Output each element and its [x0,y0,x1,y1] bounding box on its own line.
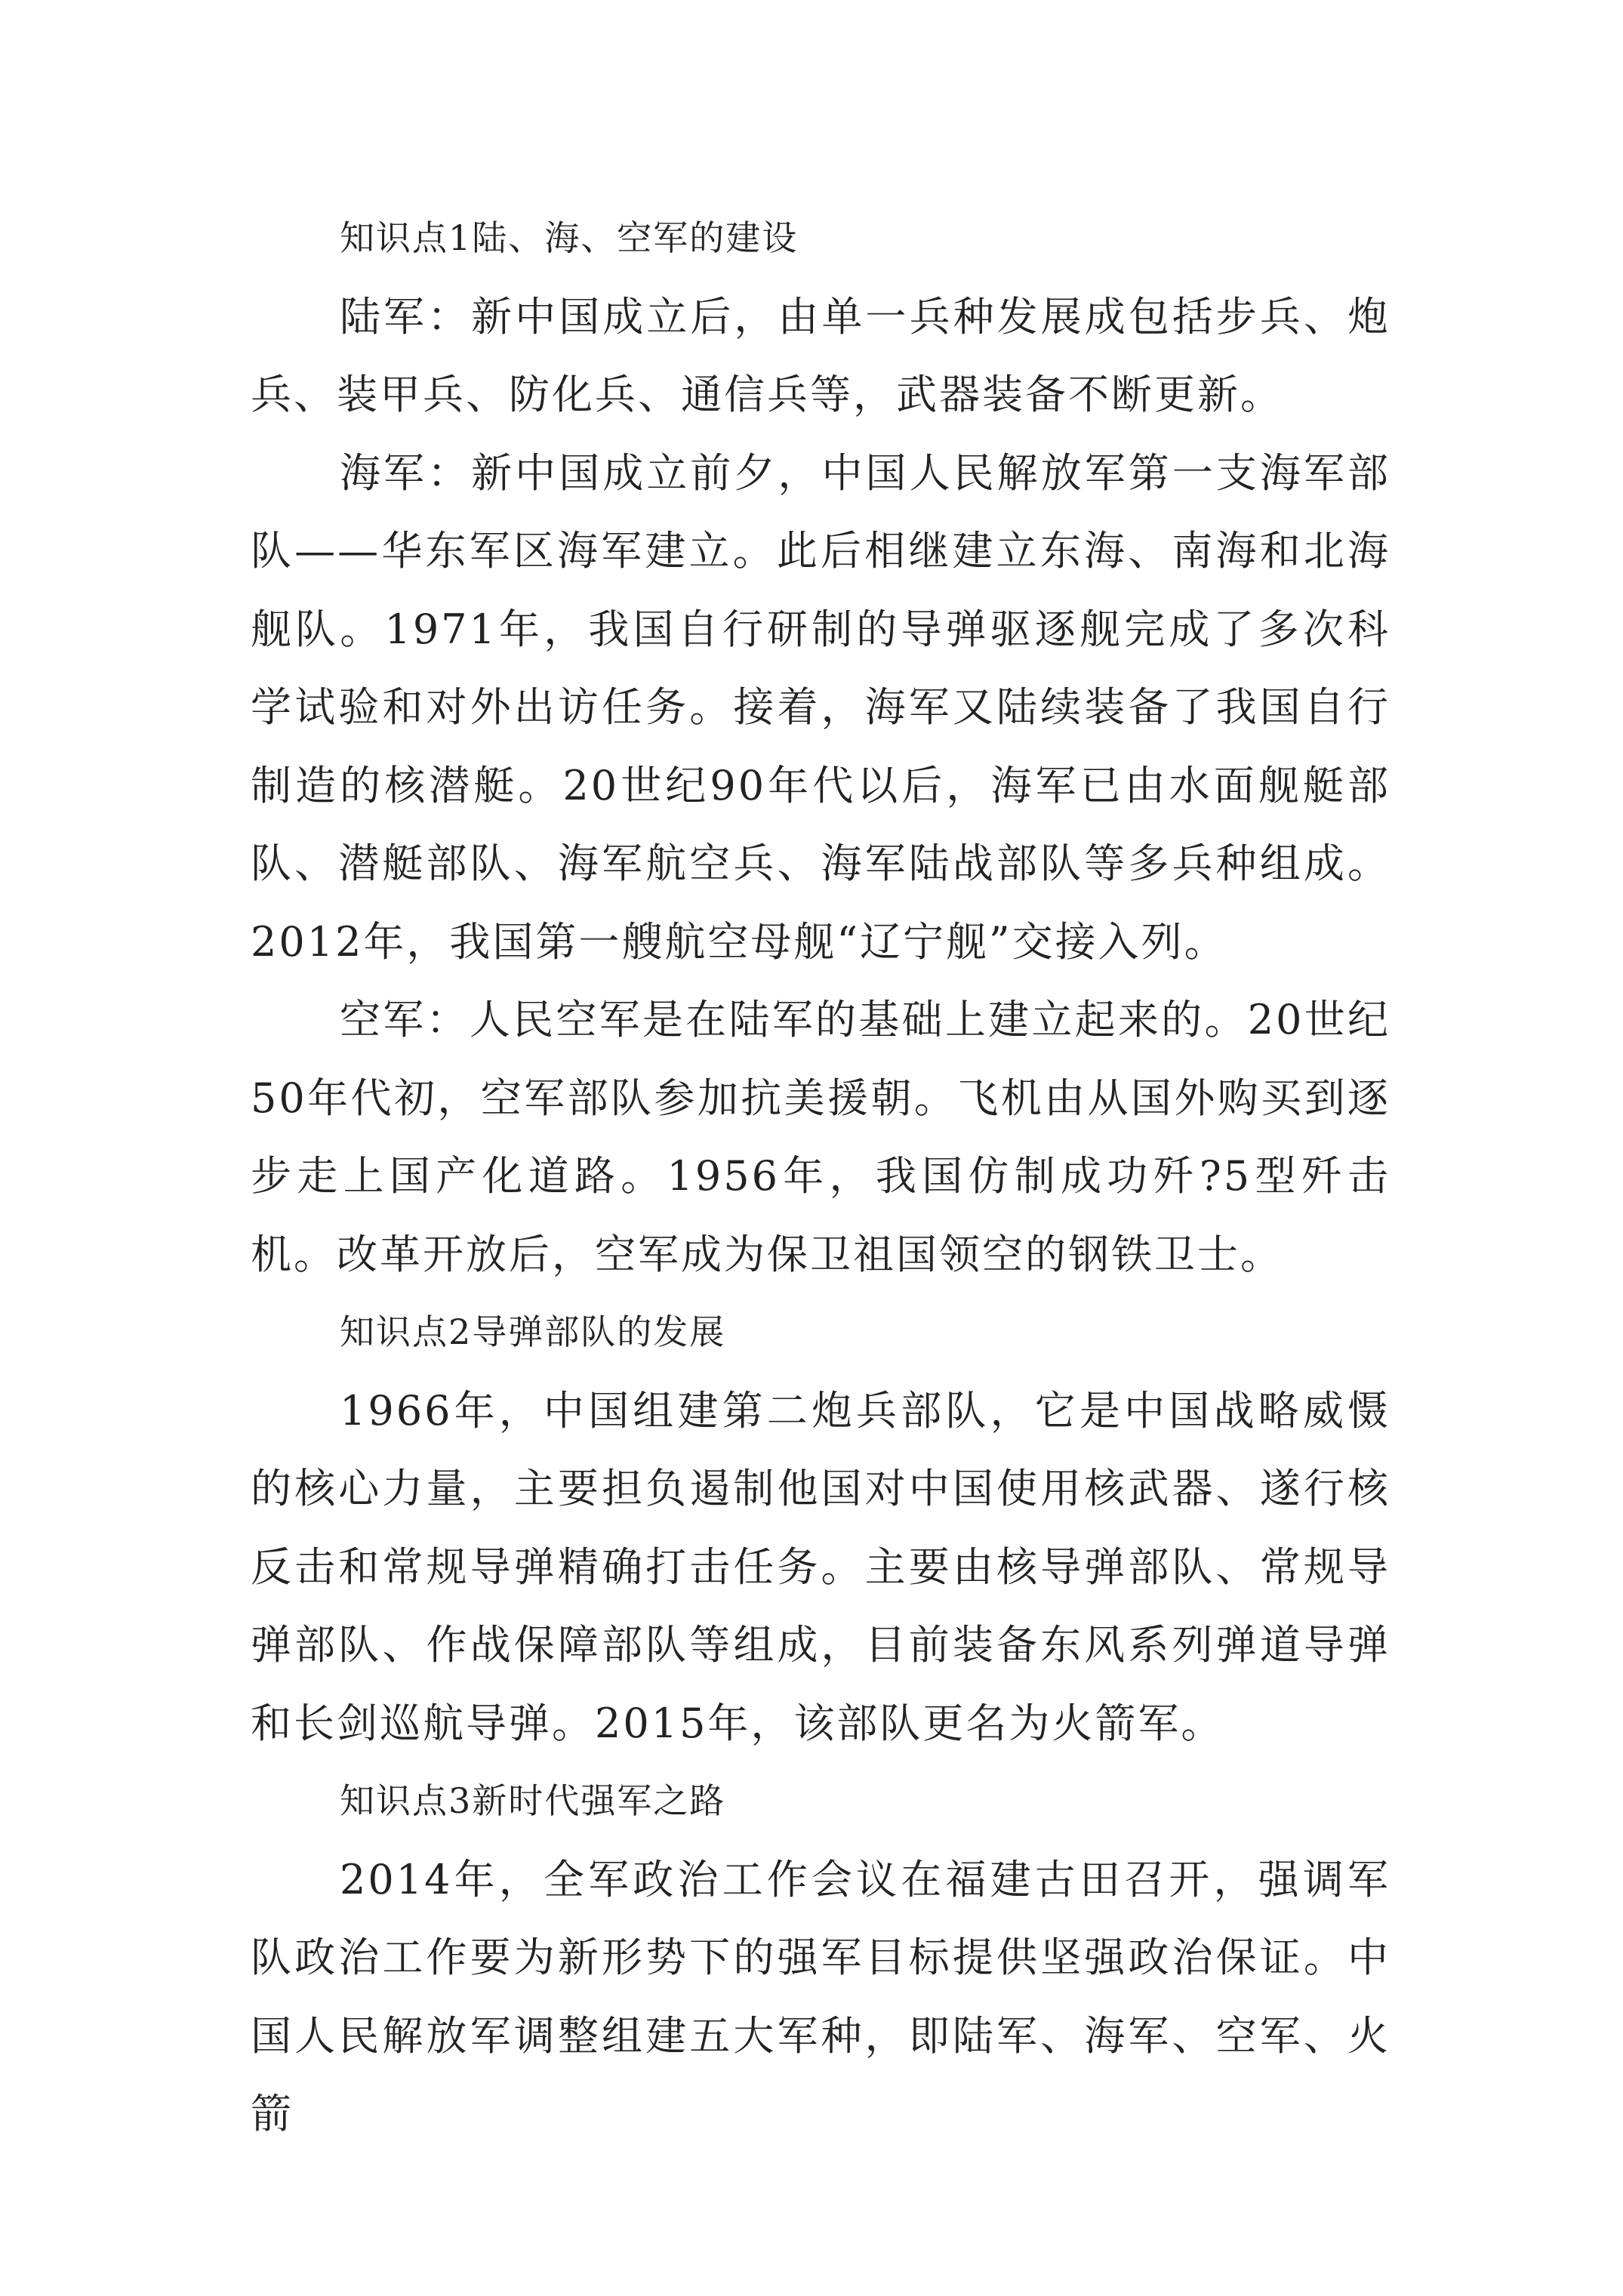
section-3-heading: 知识点3新时代强军之路 [340,1780,726,1821]
section-1-heading: 知识点1陆、海、空军的建设 [340,217,799,258]
section-2-heading: 知识点2导弹部队的发展 [340,1311,726,1352]
navy-paragraph: 海军：新中国成立前夕，中国人民解放军第一支海军部队——华东军区海军建立。此后相继建立东海、南海和北海舰队。1971年，我国自行研制的导弹驱逐舰完成了多次科学试验和对外出访任务。接着，海军又陆续装备了我国自行制造的核潜艇。20世纪90年代以后，海军已由水面舰艇部队、潜艇部队、海军航空兵、海军陆战部队等多兵种组成。2012年，我国第一艘航空母舰“辽宁舰”交接入列。 [251,448,1390,966]
army-paragraph: 陆军：新中国成立后，由单一兵种发展成包括步兵、炮兵、装甲兵、防化兵、通信兵等，武器装备不断更新。 [251,292,1390,418]
missile-force-paragraph: 1966年，中国组建第二炮兵部队，它是中国战略威慑的核心力量，主要担负遏制他国对中国使用核武器、遂行核反击和常规导弹精确打击任务。主要由核导弹部队、常规导弹部队、作战保障部队等组成，目前装备东风系列弹道导弹和长剑巡航导弹。2015年，该部队更名为火箭军。 [251,1386,1390,1747]
document-body [251,199,1390,2153]
strong-army-paragraph: 2014年，全军政治工作会议在福建古田召开，强调军队政治工作要为新形势下的强军目标提供坚强政治保证。中国人民解放军调整组建五大军种，即陆军、海军、空军、火箭 [251,1855,1390,2137]
air-force-paragraph: 空军：人民空军是在陆军的基础上建立起来的。20世纪50年代初，空军部队参加抗美援朝。飞机由从国外购买到逐步走上国产化道路。1956年，我国仿制成功歼?5型歼击机。改革开放后，空军成为保卫祖国领空的钢铁卫士。 [251,996,1390,1278]
